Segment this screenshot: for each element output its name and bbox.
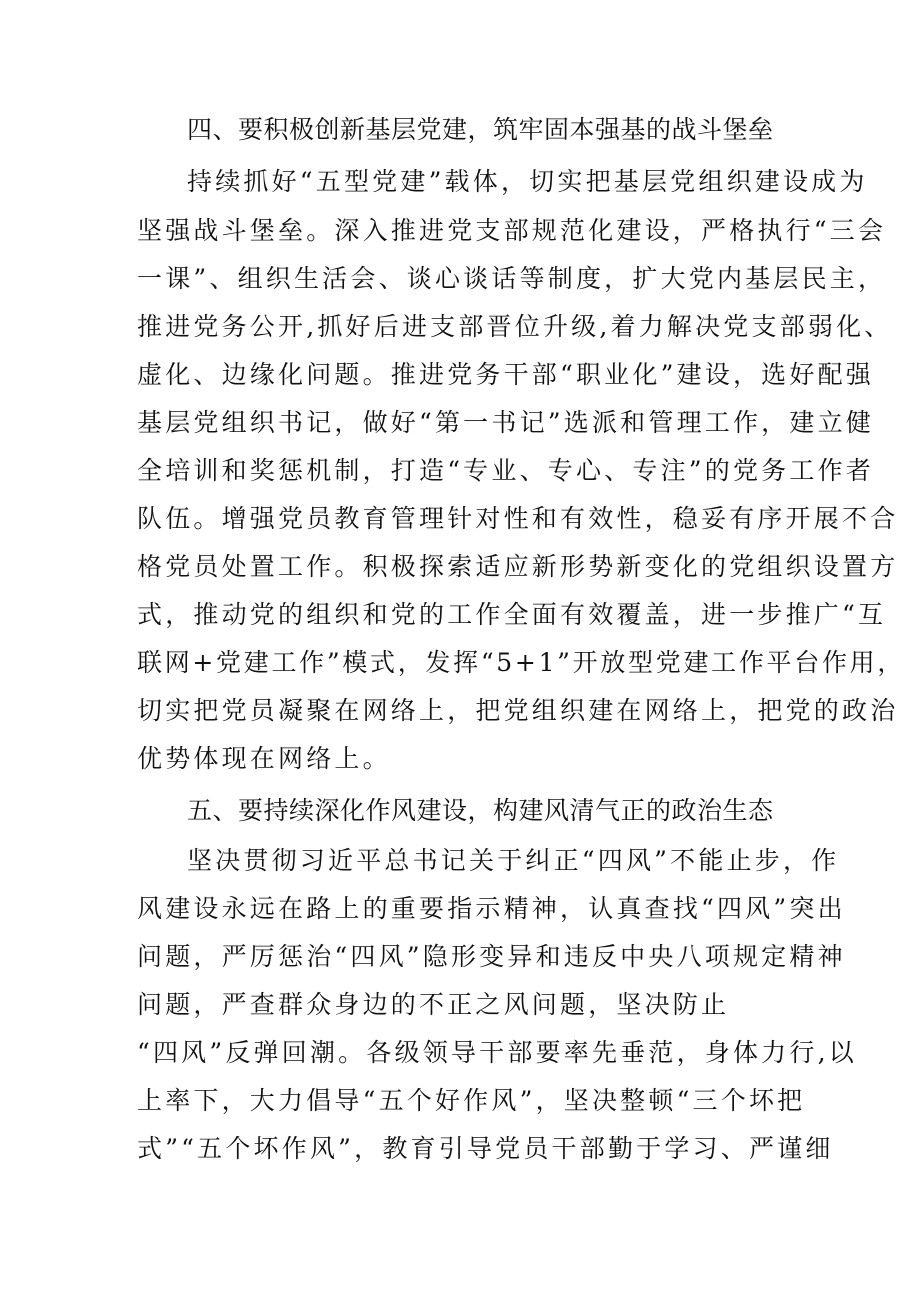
section-5-line-7: 式”“五个坏作风”，教育引导党员干部勤于学习、严谨细 [137, 1134, 834, 1163]
section-4-line-6: 基层党组织书记，做好“第一书记”选派和管理工作，建立健 [137, 408, 874, 437]
section-4-line-1: 持续抓好“五型党建”载体，切实把基层党组织建设成为 [187, 167, 868, 196]
section-4-line-10: 式，推动党的组织和党的工作全面有效覆盖，进一步推广“互 [137, 600, 887, 629]
section-5-line-3: 问题，严厉惩治“四风”隐形变异和违反中央八项规定精神 [137, 942, 846, 971]
section-4-line-5: 虚化、边缘化问题。推进党务干部“职业化”建设，选好配强 [137, 360, 874, 389]
section-5-heading: 五、要持续深化作风建设，构建风清气正的政治生态 [187, 796, 774, 825]
section-4-line-4: 推进党务公开,抓好后进支部晋位升级,着力解决党支部弱化、 [137, 312, 893, 341]
section-4-heading: 四、要积极创新基层党建，筑牢固本强基的战斗堡垒 [187, 115, 774, 144]
section-4-line-12: 切实把党员凝聚在网络上，把党组织建在网络上，把党的政治 [137, 696, 899, 725]
section-4-line-2: 坚强战斗堡垒。深入推进党支部规范化建设，严格执行“三会 [137, 216, 887, 245]
section-4-line-7: 全培训和奖惩机制，打造“专业、专心、专注”的党务工作者 [137, 456, 874, 485]
section-5-line-5: “四风”反弹回潮。各级领导干部要率先垂范，身体力行,以 [137, 1038, 857, 1067]
section-4-line-11: 联网+党建工作”模式，发挥“5+1”开放型党建工作平台作用， [137, 648, 906, 677]
section-5-line-2: 风建设永远在路上的重要指示精神，认真查找“四风”突出 [137, 894, 846, 923]
section-5-line-4: 问题，严查群众身边的不正之风问题，坚决防止 [137, 990, 730, 1019]
section-4-line-8: 队伍。增强党员教育管理针对性和有效性，稳妥有序开展不合 [137, 504, 899, 533]
section-4-line-13: 优势体现在网络上。 [137, 744, 391, 773]
section-4-line-9: 格党员处置工作。积极探索适应新形势新变化的党组织设置方 [137, 552, 899, 581]
section-5-line-1: 坚决贯彻习近平总书记关于纠正“四风”不能止步，作 [187, 846, 840, 875]
section-4-line-3: 一课”、组织生活会、谈心谈话等制度，扩大党内基层民主， [137, 264, 887, 293]
section-5-line-6: 上率下，大力倡导“五个好作风”，坚决整顿“三个坏把 [137, 1086, 806, 1115]
